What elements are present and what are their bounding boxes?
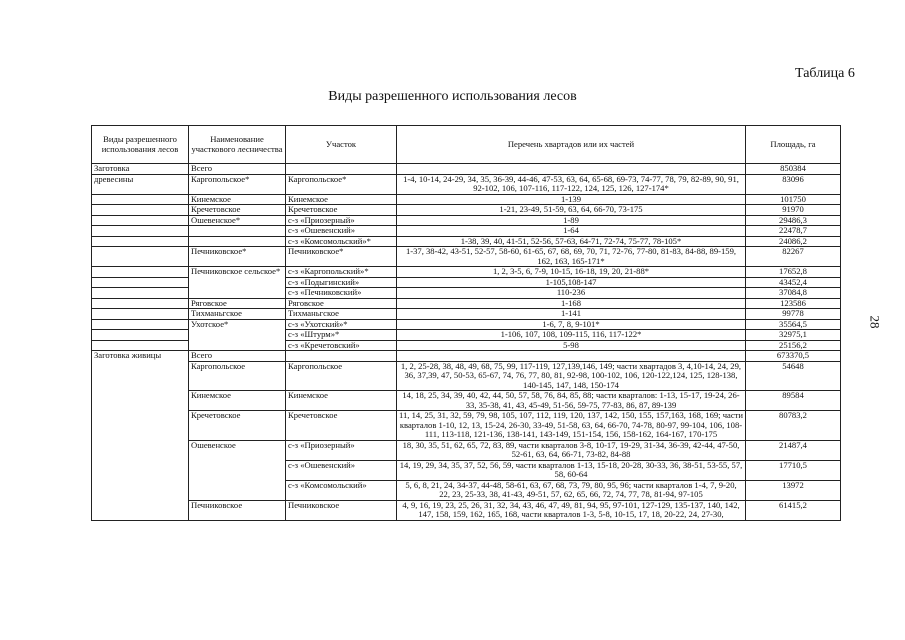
table-cell: 1-21, 23-49, 51-59, 63, 64, 66-70, 73-175 (397, 205, 746, 216)
table-cell (286, 351, 397, 362)
table-cell: 1-89 (397, 215, 746, 226)
table-cell: Кречетовское (189, 205, 286, 216)
header-plot: Участок (286, 126, 397, 164)
table-cell: 37084,8 (746, 288, 841, 299)
table-cell: Кинемское (286, 194, 397, 205)
table-cell: 91970 (746, 205, 841, 216)
section-label: Заготовка живицы (92, 351, 189, 521)
table-cell: 54648 (746, 361, 841, 391)
table-cell: 29486,3 (746, 215, 841, 226)
header-forestry: Наименование участкового лесничества (189, 126, 286, 164)
table-cell: Печниковское* (286, 247, 397, 267)
table-cell: с-з «Кречетовский» (286, 340, 397, 351)
page-number: 28 (867, 315, 883, 329)
table-cell: с-з «Ошевенский» (286, 460, 397, 480)
table-cell: 850384 (746, 164, 841, 175)
table-cell (397, 164, 746, 175)
table-cell: 99778 (746, 309, 841, 320)
table-cell: 18, 30, 35, 51, 62, 65, 72, 83, 89, части кварталов 3-8, 10-17, 19-29, 31-34, 36-39, 42-44, 47-50, 52-61, 63, 64, 66-71, 73-82, 84-88 (397, 440, 746, 460)
table-label: Таблица 6 (795, 66, 855, 81)
table-cell: с-з «Каргопольский»* (286, 267, 397, 278)
table-cell: 1-38, 39, 40, 41-51, 52-56, 57-63, 64-71, 72-74, 75-77, 78-105* (397, 236, 746, 247)
table-cell: Кречетовское (189, 411, 286, 441)
section-label: древесины (92, 174, 189, 194)
table-cell: 1-106, 107, 108, 109-115, 116, 117-122* (397, 330, 746, 341)
table-cell: 14, 18, 25, 34, 39, 40, 42, 44, 50, 57, 58, 76, 84, 85, 88; части кварталов: 1-13, 15-17, 19-24, 26-33, 35-38, 41, 43, 45-49, 51-56, 59-75, 77-83, 86, 87, 89-139 (397, 391, 746, 411)
table-cell: с-з «Подыгинский» (286, 277, 397, 288)
table-cell: Каргопольское* (189, 174, 286, 194)
table-cell: 61415,2 (746, 500, 841, 520)
header-type: Виды разрешенного использования лесов (92, 126, 189, 164)
table-cell: 1, 2, 3-5, 6, 7-9, 10-15, 16-18, 19, 20, 21-88* (397, 267, 746, 278)
table-cell: Каргопольское (286, 361, 397, 391)
table-cell: 1-6, 7, 8, 9-101* (397, 319, 746, 330)
table-cell: 110-236 (397, 288, 746, 299)
page-title: Виды разрешенного использования лесов (328, 89, 577, 104)
table-cell: Печниковское* (189, 247, 286, 267)
table-cell: 673370,5 (746, 351, 841, 362)
table-cell: 17652,8 (746, 267, 841, 278)
table-cell: 17710,5 (746, 460, 841, 480)
table-cell: 80783,2 (746, 411, 841, 441)
table-cell: 89584 (746, 391, 841, 411)
table-cell: с-з «Ошевенский» (286, 226, 397, 237)
table-cell: Печниковское (286, 500, 397, 520)
table-cell: с-з «Ухотский»* (286, 319, 397, 330)
table-cell: Печниковское (189, 500, 286, 520)
table-cell: 25156,2 (746, 340, 841, 351)
table-cell: 24086,2 (746, 236, 841, 247)
table-cell: 43452,4 (746, 277, 841, 288)
table-cell: Ряговское (189, 298, 286, 309)
table-cell: 1-141 (397, 309, 746, 320)
table-cell: 35564,5 (746, 319, 841, 330)
table-cell: Каргопольское* (286, 174, 397, 194)
table-cell: с-з «Приозерный» (286, 440, 397, 460)
table-cell (286, 164, 397, 175)
table-cell: 83096 (746, 174, 841, 194)
table-cell: Кинемское (189, 391, 286, 411)
header-quarters: Перечень хвартадов или их частей (397, 126, 746, 164)
header-area: Площадь, га (746, 126, 841, 164)
table-cell: 5, 6, 8, 21, 24, 34-37, 44-48, 58-61, 63, 67, 68, 73, 79, 80, 95, 96; части кварталов 1-4, 7, 9-20, 22, 23, 25-33, 38, 41-43, 49-51, 57, 62, 65, 66, 72, 74, 77, 78, 81-94, 97-105 (397, 480, 746, 500)
table-cell: 1-4, 10-14, 24-29, 34, 35, 36-39, 44-46, 47-53, 63, 64, 65-68, 69-73, 74-77, 78, 79, 82-89, 90, 91, 92-102, 106, 107-116, 117-122, 124, 125, 126, 127-174* (397, 174, 746, 194)
table-cell: Тихманьгское (189, 309, 286, 320)
table-cell: с-з «Комсомольский» (286, 480, 397, 500)
table-cell: с-з «Приозерный» (286, 215, 397, 226)
table-cell: 1, 2, 25-28, 38, 48, 49, 68, 75, 99, 117-119, 127,139,146, 149; части хвартадов 3, 4,10-14, 24, 29, 36, 37,39, 47, 50-53, 65-67, 74, 76, 77, 80, 81, 92-98, 100-102, 106, 120-122,124, 125, 128-138, 140-145, 147, 148, 150-174 (397, 361, 746, 391)
table-cell: Тихманьгское (286, 309, 397, 320)
table-cell: Ошевенское* (189, 215, 286, 226)
table-cell: 82267 (746, 247, 841, 267)
table-cell: Всего (189, 351, 286, 362)
section-label: Заготовка (92, 164, 189, 175)
table-cell: 101750 (746, 194, 841, 205)
table-cell: Кречетовское (286, 411, 397, 441)
table-cell: 1-139 (397, 194, 746, 205)
table-cell: 32975,1 (746, 330, 841, 341)
table-cell: 14, 19, 29, 34, 35, 37, 52, 56, 59, части кварталов 1-13, 15-18, 20-28, 30-33, 36, 38-51, 53-55, 57, 58, 60-64 (397, 460, 746, 480)
table-cell: Ряговское (286, 298, 397, 309)
table-cell: 1-168 (397, 298, 746, 309)
table-cell: 5-98 (397, 340, 746, 351)
table-cell: с-з «Штурм»* (286, 330, 397, 341)
table-cell: Всего (189, 164, 286, 175)
table-cell: 1-64 (397, 226, 746, 237)
table-cell (397, 351, 746, 362)
table-cell: 4, 9, 16, 19, 23, 25, 26, 31, 32, 34, 43, 46, 47, 49, 81, 94, 95, 97-101, 127-129, 135-137, 140, 142, 147, 158, 159, 162, 165, 168, части кварталов 1-3, 5-8, 10-15, 17, 18, 20-22, 24, 27-30, (397, 500, 746, 520)
table-cell: 11, 14, 25, 31, 32, 59, 79, 98, 105, 107, 112, 119, 120, 137, 142, 150, 155, 157,163, 168, 169; части кварталов 1-10, 12, 13, 15-24, 26-30, 33-49, 51-58, 63, 64, 66-70, 74-78, 80-97, 99-104, 106, 108-111, 113-118, 121-136, 138-141, 143-149, 151-154, 156, 158-162, 164-167, 170-175 (397, 411, 746, 441)
table-cell: Кречетовское (286, 205, 397, 216)
table-cell: 21487,4 (746, 440, 841, 460)
table-cell: Кинемское (286, 391, 397, 411)
table-cell: 13972 (746, 480, 841, 500)
table-cell: 123586 (746, 298, 841, 309)
forest-use-table (91, 125, 841, 521)
table-cell: Печниковское сельское* (189, 267, 286, 299)
table-cell: с-з «Комсомольский»* (286, 236, 397, 247)
table-cell: Ухотское* (189, 319, 286, 351)
table-cell: Кинемское (189, 194, 286, 205)
table-cell: Каргопольское (189, 361, 286, 391)
table-cell: 22478,7 (746, 226, 841, 237)
table-cell: 1-105,108-147 (397, 277, 746, 288)
table-cell: Ошевенское (189, 440, 286, 500)
table-cell: 1-37, 38-42, 43-51, 52-57, 58-60, 61-65, 67, 68, 69, 70, 71, 72-76, 77-80, 81-83, 84-88, 89-159, 162, 163, 165-171* (397, 247, 746, 267)
table-cell: с-з «Печниковский» (286, 288, 397, 299)
